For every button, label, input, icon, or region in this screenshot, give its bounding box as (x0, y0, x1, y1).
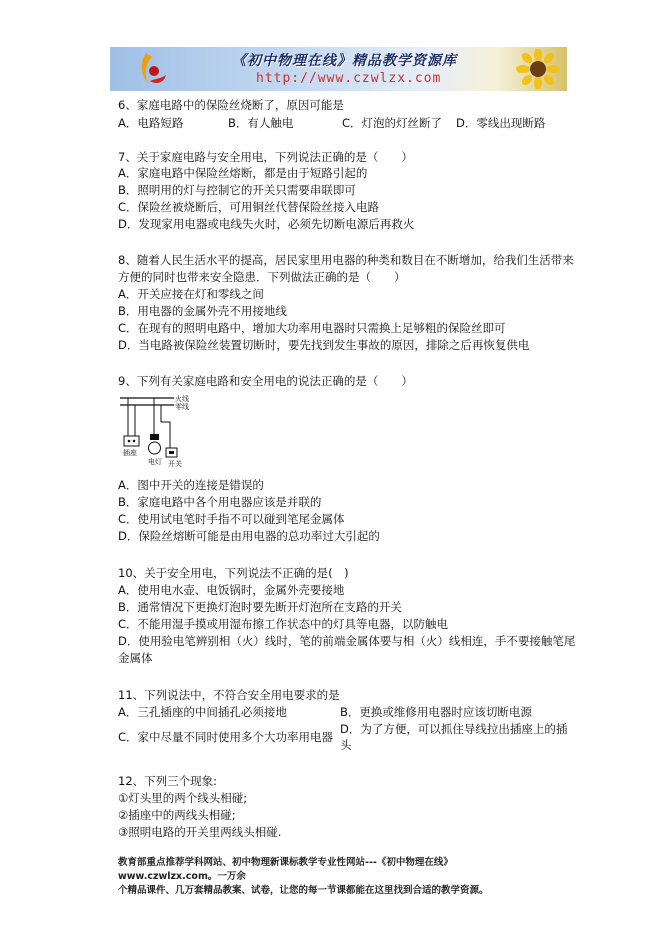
q12-item-1: ①灯头里的两个线头相碰; (118, 791, 248, 805)
header-banner (110, 47, 567, 91)
q11-option-b: B．更换或维修用电器时应该切断电源 (340, 705, 532, 719)
q9-option-d: D．保险丝熔断可能是由用电器的总功率过大引起的 (118, 529, 380, 543)
q6-stem: 6、家庭电路中的保险丝烧断了，原因可能是 (118, 98, 344, 112)
q6-option-d: D．零线出现断路 (456, 116, 546, 130)
q6-option-c: C．灯泡的灯丝断了 (342, 116, 443, 130)
q11-option-c: C．家中尽量不同时使用多个大功率用电器 (118, 730, 334, 744)
lamp-bulb-shape (149, 442, 161, 454)
q7-option-d: D．发现家用电器或电线失火时，必须先切断电源后再救火 (118, 217, 415, 231)
q7-option-c: C．保险丝被烧断后，可用铜丝代替保险丝接入电路 (118, 200, 380, 214)
q8-option-a: A．开关应接在灯和零线之间 (118, 287, 264, 301)
live-wire-label: 火线 (175, 395, 189, 403)
q8-option-b: B．用电器的金属外壳不用接地线 (118, 304, 287, 318)
footer-line-2: 个精品课件、几万套精品教案、试卷，让您的每一节课都能在这里找到合适的教学资源。 (118, 885, 489, 896)
neutral-wire-label: 零线 (175, 403, 189, 411)
q8-option-c: C．在现有的照明电路中，增加大功率用电器时只需换上足够粗的保险丝即可 (118, 321, 506, 335)
site-logo-icon (138, 51, 168, 87)
q11-option-d-line1: D．为了方便，可以抓住导线拉出插座上的插 (340, 722, 568, 736)
q8-option-d: D．当电路被保险丝装置切断时，要先找到发生事故的原因，排除之后再恢复供电 (118, 338, 530, 352)
q10-option-d-cont: 金属体 (118, 651, 153, 665)
q11-stem: 11、下列说法中，不符合安全用电要求的是 (118, 688, 340, 702)
q7-stem: 7、关于家庭电路与安全用电，下列说法正确的是（ ） (118, 150, 413, 164)
q10-option-a: A．使用电水壶、电饭锅时，金属外壳要接地 (118, 583, 345, 597)
footer-line-1: 教育部重点推荐学科网站、初中物理新课标教学专业性网站---《初中物理在线》www.czwlzx.com。一万余 (118, 857, 453, 882)
q8-stem-line2: 方便的同时也带来安全隐患．下列做法正确的是（ ） (118, 270, 406, 284)
q11-option-d-line2: 头 (340, 738, 352, 752)
q9-option-c: C．使用试电笔时手指不可以碰到笔尾金属体 (118, 512, 345, 526)
q8-stem-line1: 8、随着人民生活水平的提高，居民家里用电器的种类和数目在不断增加，给我们生活带来 (118, 253, 574, 267)
q6-option-b: B．有人触电 (228, 116, 294, 130)
sunflower-icon (515, 49, 561, 89)
q7-option-b: B．照明用的灯与控制它的开关只需要串联即可 (118, 183, 356, 197)
lamp-label: 电灯 (148, 458, 162, 466)
banner-title: 《初中物理在线》精品教学资源库 (232, 53, 457, 69)
page-footer (118, 856, 548, 898)
lamp-holder-shape (150, 434, 159, 440)
circuit-diagram (118, 392, 198, 474)
q9-option-b: B．家庭电路中各个用电器应该是并联的 (118, 495, 322, 509)
q9-option-a: A．图中开关的连接是错误的 (118, 478, 264, 492)
banner-url[interactable]: http://www.czwlzx.com (256, 71, 442, 86)
q10-option-d: D．使用验电笔辨别相（火）线时，笔的前端金属体要与相（火）线相连，手不要接触笔尾 (118, 634, 576, 648)
q12-item-3: ③照明电路的开关里两线头相碰. (118, 825, 282, 839)
q9-stem: 9、下列有关家庭电路和安全用电的说法正确的是（ ） (118, 374, 413, 388)
q6-option-a: A．电路短路 (118, 116, 184, 130)
socket-label: 插座 (123, 449, 137, 457)
q10-stem: 10、关于安全用电，下列说法不正确的是( ) (118, 566, 349, 580)
q11-option-a: A．三孔插座的中间插孔必须接地 (118, 705, 287, 719)
q10-option-b: B．通常情况下更换灯泡时要先断开灯泡所在支路的开关 (118, 600, 402, 614)
q7-option-a: A．家庭电路中保险丝熔断，都是由于短路引起的 (118, 166, 368, 180)
socket-shape (124, 436, 139, 446)
switch-label: 开关 (168, 460, 182, 468)
q12-stem: 12、下列三个现象: (118, 774, 218, 788)
q10-option-c: C．不能用湿手摸或用湿布擦工作状态中的灯具等电器，以防触电 (118, 617, 449, 631)
q12-item-2: ②插座中的两线头相碰; (118, 808, 236, 822)
